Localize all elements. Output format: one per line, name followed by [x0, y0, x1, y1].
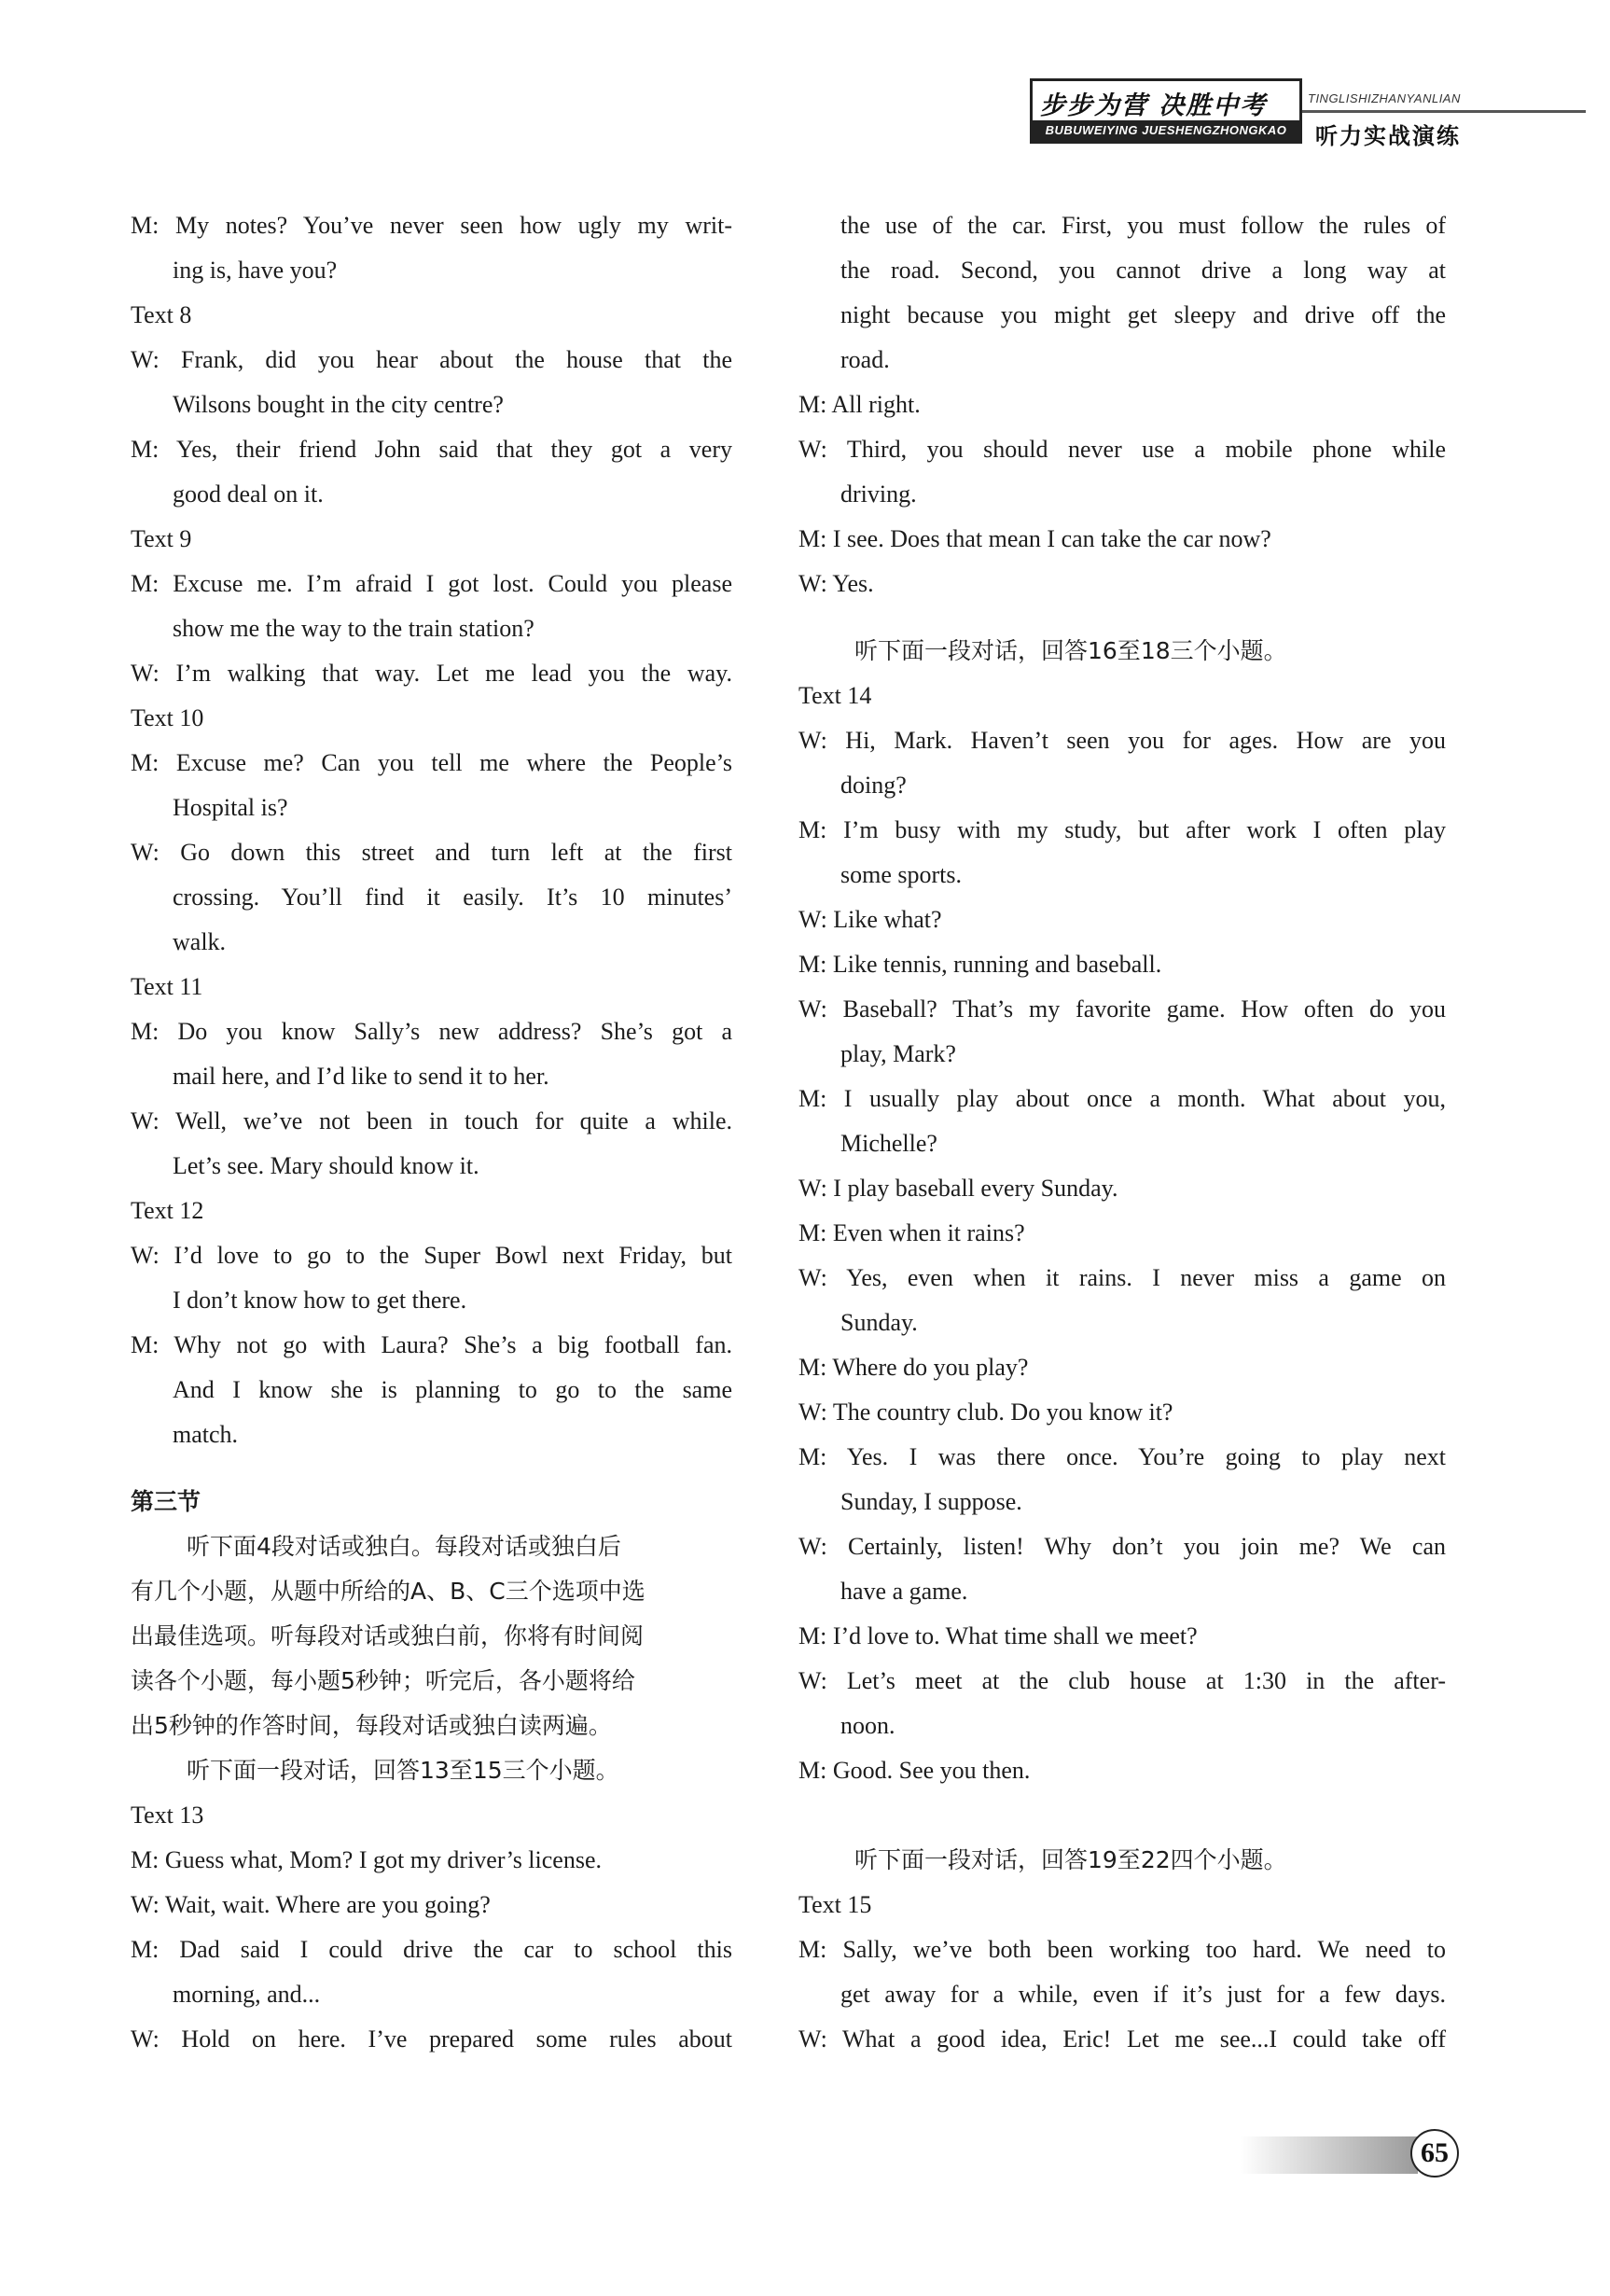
dialogue-line: mail here, and I’d like to send it to her. [173, 1063, 549, 1090]
dialogue-line: W: I’d love to go to the Super Bowl next Friday, but [131, 1242, 732, 1269]
dialogue-line: Wilsons bought in the city centre? [173, 391, 504, 418]
dialogue-line: M: I’d love to. What time shall we meet? [798, 1622, 1198, 1649]
dialogue-line: play, Mark? [840, 1040, 956, 1067]
page-number: 65 [1410, 2129, 1459, 2178]
dialogue-line: M: Guess what, Mom? I got my driver’s license. [131, 1846, 602, 1873]
dialogue-line: M: Yes. I was there once. You’re going to play next [798, 1443, 1446, 1470]
page-header [1030, 63, 1586, 157]
dialogue-line: morning, and... [173, 1981, 321, 2008]
dialogue-line: W: Third, you should never use a mobile phone while [798, 436, 1446, 463]
section-pinyin: TINGLISHIZHANYANLIAN [1308, 91, 1461, 105]
dialogue-line: show me the way to the train station? [173, 615, 534, 642]
brand-title: 步步为营 决胜中考 [1040, 91, 1268, 120]
instruction-line: 有几个小题，从题中所给的A、B、C三个选项中选 [131, 1578, 645, 1605]
dialogue-line: have a game. [840, 1578, 968, 1605]
header-rule [1302, 110, 1586, 113]
brand-pinyin: BUBUWEIYING JUESHENGZHONGKAO [1033, 120, 1299, 141]
dialogue-line: M: Sally, we’ve both been working too hard. We need to [798, 1936, 1446, 1963]
dialogue-line: W: Certainly, listen! Why don’t you join me? We can [798, 1533, 1446, 1560]
dialogue-line: Sunday, I suppose. [840, 1488, 1022, 1515]
instruction-line: 听下面4段对话或独白。每段对话或独白后 [187, 1533, 621, 1560]
left-column [131, 203, 732, 2062]
dialogue-line: M: Dad said I could drive the car to school this [131, 1936, 732, 1963]
dialogue-line: M: Excuse me. I’m afraid I got lost. Could you please [131, 570, 732, 597]
dialogue-line: M: Yes, their friend John said that they got a very [131, 436, 732, 463]
dialogue-line: M: Good. See you then. [798, 1757, 1031, 1784]
text-heading: Text 14 [798, 682, 872, 709]
question-range: 听下面一段对话，回答19至22四个小题。 [854, 1846, 1287, 1873]
dialogue-line: M: I’m busy with my study, but after work I often play [798, 816, 1446, 843]
spacer [798, 1793, 1446, 1838]
dialogue-line: W: Let’s meet at the club house at 1:30 in the after- [798, 1667, 1446, 1694]
dialogue-line: W: Wait, wait. Where are you going? [131, 1891, 491, 1918]
text-heading: Text 11 [131, 973, 203, 1000]
dialogue-line: W: Frank, did you hear about the house that the [131, 346, 732, 373]
text-heading: Text 15 [798, 1891, 872, 1918]
dialogue-line: the use of the car. First, you must follow the rules of [840, 212, 1446, 239]
dialogue-line: match. [173, 1421, 239, 1448]
text-heading: Text 9 [131, 525, 192, 552]
dialogue-line: driving. [840, 480, 917, 508]
dialogue-line: W: Hold on here. I’ve prepared some rules about [131, 2025, 732, 2052]
dialogue-line: M: Where do you play? [798, 1354, 1029, 1381]
dialogue-line: M: Do you know Sally’s new address? She’s got a [131, 1018, 732, 1045]
dialogue-line: W: I play baseball every Sunday. [798, 1175, 1118, 1202]
dialogue-line: good deal on it. [173, 480, 324, 508]
dialogue-line: And I know she is planning to go to the same [173, 1376, 732, 1403]
dialogue-line: W: Baseball? That’s my favorite game. How often do you [798, 995, 1446, 1023]
dialogue-line: M: I see. Does that mean I can take the car now? [798, 525, 1271, 552]
dialogue-line: ing is, have you? [173, 257, 338, 284]
dialogue-line: M: All right. [798, 391, 921, 418]
spacer [131, 1457, 732, 1480]
dialogue-line: noon. [840, 1712, 895, 1739]
right-column [798, 203, 1446, 2062]
dialogue-line: W: I’m walking that way. Let me lead you the way. [131, 660, 732, 687]
text-heading: Text 10 [131, 704, 204, 731]
dialogue-line: Sunday. [840, 1309, 918, 1336]
dialogue-line: M: Excuse me? Can you tell me where the People’s [131, 749, 732, 776]
dialogue-line: M: Even when it rains? [798, 1219, 1025, 1246]
text-heading: Text 13 [131, 1802, 204, 1829]
dialogue-line: Michelle? [840, 1130, 937, 1157]
dialogue-line: M: My notes? You’ve never seen how ugly my writ- [131, 212, 732, 239]
dialogue-line: crossing. You’ll find it easily. It’s 10 minutes’ [173, 884, 732, 911]
dialogue-line: M: Like tennis, running and baseball. [798, 951, 1162, 978]
section-heading: 第三节 [131, 1488, 201, 1515]
dialogue-line: the road. Second, you cannot drive a long way at [840, 257, 1446, 284]
page-number-bar [1241, 2136, 1418, 2174]
dialogue-line: some sports. [840, 861, 962, 888]
question-range: 听下面一段对话，回答16至18三个小题。 [854, 637, 1287, 664]
question-range: 听下面一段对话，回答13至15三个小题。 [187, 1757, 619, 1784]
dialogue-line: W: Yes. [798, 570, 874, 597]
instruction-line: 出最佳选项。听每段对话或独白前，你将有时间阅 [131, 1622, 645, 1649]
dialogue-line: W: Go down this street and turn left at the first [131, 839, 732, 866]
dialogue-line: Let’s see. Mary should know it. [173, 1152, 479, 1179]
dialogue-line: W: What a good idea, Eric! Let me see...I could take off [798, 2025, 1446, 2052]
brand-logo [1030, 78, 1302, 144]
dialogue-line: W: Well, we’ve not been in touch for quite a while. [131, 1107, 732, 1134]
spacer [798, 606, 1446, 629]
dialogue-line: W: The country club. Do you know it? [798, 1398, 1173, 1426]
dialogue-line: W: Yes, even when it rains. I never miss a game on [798, 1264, 1446, 1291]
dialogue-line: night because you might get sleepy and drive off the [840, 301, 1446, 328]
section-title: 听力实战演练 [1315, 123, 1461, 149]
dialogue-line: M: I usually play about once a month. What about you, [798, 1085, 1446, 1112]
instruction-line: 出5秒钟的作答时间，每段对话或独白读两遍。 [131, 1712, 612, 1739]
dialogue-line: Hospital is? [173, 794, 288, 821]
dialogue-line: W: Like what? [798, 906, 942, 933]
text-heading: Text 12 [131, 1197, 204, 1224]
text-heading: Text 8 [131, 301, 192, 328]
dialogue-line: road. [840, 346, 890, 373]
dialogue-line: I don’t know how to get there. [173, 1287, 467, 1314]
dialogue-line: walk. [173, 928, 227, 955]
dialogue-line: W: Hi, Mark. Haven’t seen you for ages. How are you [798, 727, 1446, 754]
dialogue-line: get away for a while, even if it’s just for a few days. [840, 1981, 1446, 2008]
dialogue-line: M: Why not go with Laura? She’s a big football fan. [131, 1331, 732, 1358]
instruction-line: 读各个小题，每小题5秒钟；听完后，各小题将给 [131, 1667, 635, 1694]
dialogue-line: doing? [840, 772, 907, 799]
